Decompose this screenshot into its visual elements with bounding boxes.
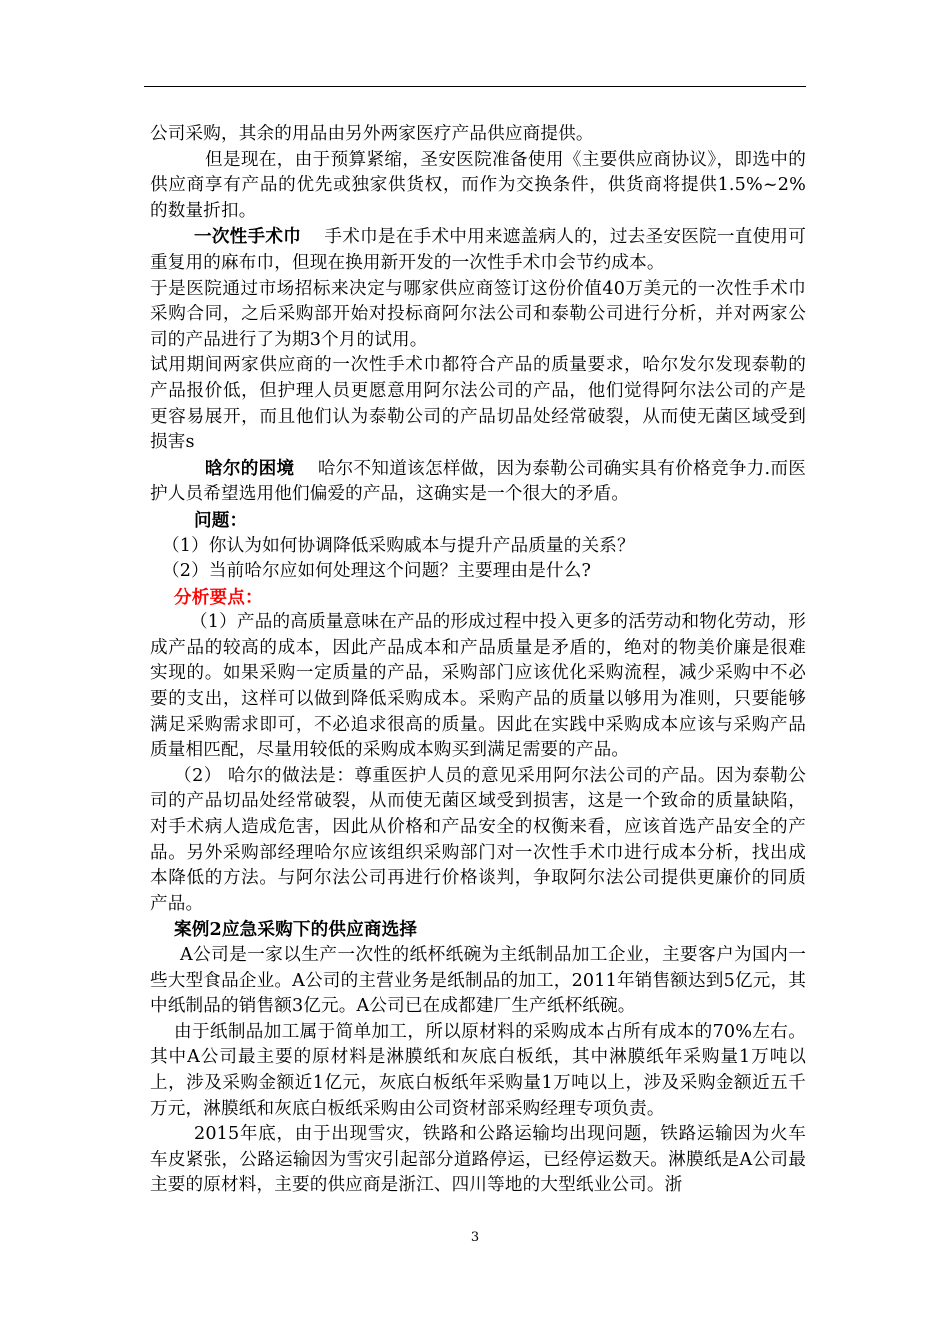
document-body [150, 122, 806, 1199]
paragraph: 于是医院通过市场招标来决定与哪家供应商签订这份价值40万美元的一次性手术巾采购合同，之后采购部开始对投标商阿尔法公司和泰勒公司进行分析，并对两家公司的产品进行了为期3个月的试用。 [150, 278, 806, 350]
paragraph-text: 哈尔不知道该怎样做，因为泰勒公司确实具有价格竞争力.而医护人员希望选用他们偏爱的产品，这确实是一个很大的矛盾。 [150, 458, 806, 505]
paragraph: A公司是一家以生产一次性的纸杯纸碗为主纸制品加工企业，主要客户为国内一些大型食品企业。A公司的主营业务是纸制品的加工，2011年销售额达到5亿元，其中纸制品的销售额3亿元。A公司已在成都建厂生产纸杯纸碗。 [150, 945, 806, 1017]
paragraph: 但是现在，由于预算紧缩，圣安医院准备使用《主要供应商协议》，即选中的供应商享有产品的优先或独家供货权，而作为交换条件，供货商将提供1.5%~2%的数量折扣。 [150, 149, 806, 221]
section-heading: 一次性手术巾 [194, 226, 302, 248]
paragraph-text: 手术巾是在手术中用来遮盖病人的，过去圣安医院一直使用可重复用的麻布巾，但现在换用新开发的一次性手术巾会节约成本。 [150, 227, 806, 273]
paragraph [150, 456, 806, 508]
page-number: 3 [470, 1230, 480, 1245]
paragraph: 试用期间两家供应商的一次性手术巾都符合产品的质量要求，哈尔发尔发现泰勒的产品报价低，但护理人员更愿意用阿尔法公司的产品，他们觉得阿尔法公司的产是更容易展开，而且他们认为泰勒公司的产品切品处经常破裂，从而使无菌区域受到损害s [150, 355, 806, 453]
section-heading: 晗尔的困境 [205, 457, 295, 479]
question-item: （2）当前哈尔应如何处理这个问题？主要理由是什么? [162, 561, 592, 582]
questions-heading: 问题： [194, 509, 248, 531]
paragraph: （1）产品的高质量意味在产品的形成过程中投入更多的活劳动和物化劳动，形成产品的较高的成本，因此产品成本和产品质量是矛盾的，绝对的物美价廉是很难实现的。如果采购一定质量的产品，采购部门应该优化采购流程，减少采购中不必要的支出，这样可以做到降低采购成本。采购产品的质量以够用为准则，只要能够满足采购需求即可，不必追求很高的质量。因此在实践中采购成本应该与采购产品质量相匹配，尽量用较低的采购成本购买到满足需要的产品。 [150, 612, 806, 761]
question-item: （1）你认为如何协调降低采购戚本与提升产品质量的关系？ [162, 535, 635, 556]
paragraph: （2） 哈尔的做法是：尊重医护人员的意见采用阿尔法公司的产品。因为泰勒公司的产品切品处经常破裂，从而使无菌区域受到损害，这是一个致命的质量缺陷，对手术病人造成危害，因此从价格和产品安全的权衡来看，应该首选产品安全的产品。另外采购部经理哈尔应该组织采购部门对一次性手术巾进行成本分析，找出成本降低的方法。与阿尔法公司再进行价格谈判，争取阿尔法公司提供更廉价的同质产品。 [150, 765, 806, 914]
paragraph [150, 224, 806, 276]
paragraph: 公司采购，其余的用品由另外两家医疗产品供应商提供。 [150, 124, 594, 144]
header-rule [144, 86, 806, 87]
case-heading: 案例2应急采购下的供应商选择 [174, 919, 418, 941]
analysis-heading: 分析要点： [174, 586, 263, 608]
paragraph: 由于纸制品加工属于简单加工，所以原材料的采购成本占所有成本的70%左右。其中A公司最主要的原材料是淋膜纸和灰底白板纸，其中淋膜纸年采购量1万吨以上，涉及采购金额近1亿元，灰底白板纸年采购量1万吨以上，涉及采购金额近五千万元，淋膜纸和灰底白板纸采购由公司资材部采购经理专项负责。 [150, 1021, 806, 1119]
paragraph: 2015年底，由于出现雪灾，铁路和公路运输均出现问题，铁路运输因为火车车皮紧张，公路运输因为雪灾引起部分道路停运，已经停运数天。淋膜纸是A公司最主要的原材料，主要的供应商是浙江、四川等地的大型纸业公司。浙 [150, 1124, 806, 1196]
